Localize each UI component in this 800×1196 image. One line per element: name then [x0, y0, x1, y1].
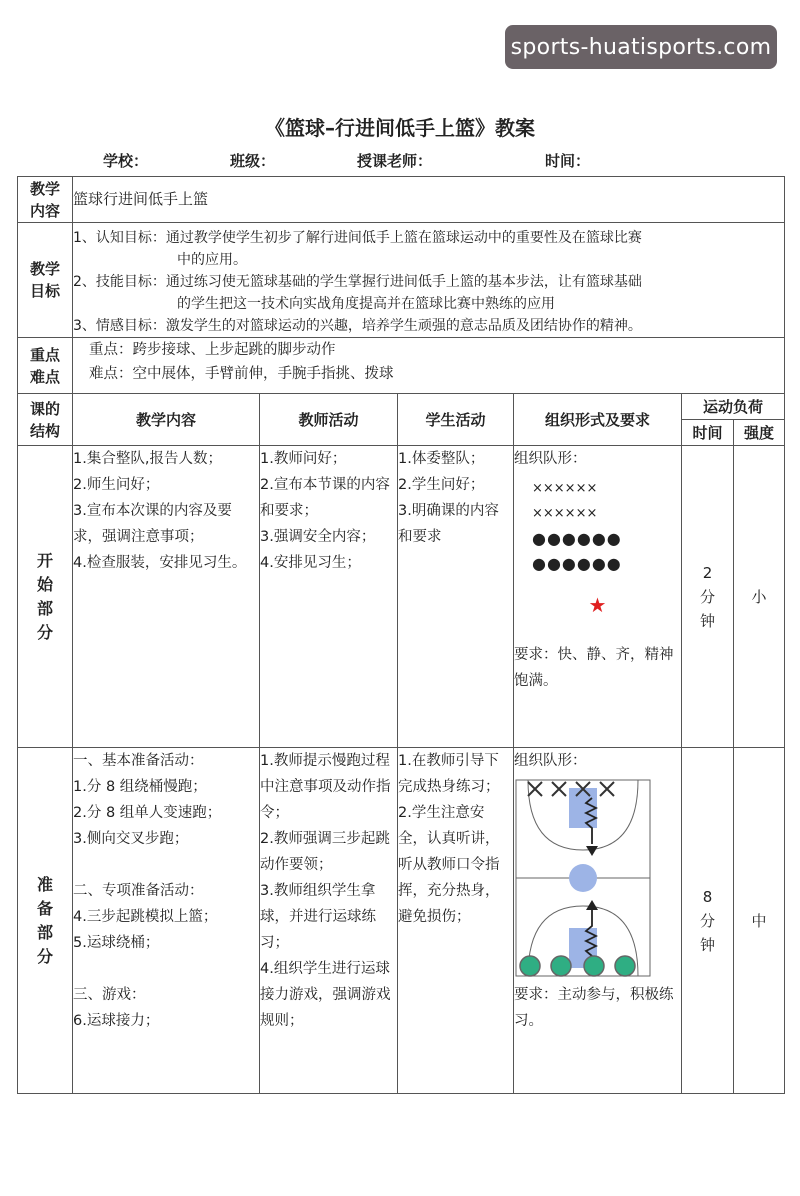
difficulty: 难点：空中展体，手臂前伸，手腕手指挑、拨球 — [89, 366, 394, 382]
section-organization — [514, 446, 682, 748]
center-circle — [569, 864, 597, 892]
section-student: 1.体委整队； 2.学生问好； 3.明确课的内容和要求 — [398, 446, 514, 748]
formation — [514, 476, 681, 576]
organization-header: 组织形式及要求 — [514, 394, 682, 446]
lesson-plan-table — [17, 176, 785, 1094]
goal-2-line2: 的学生把这一技术向实战角度提高并在篮球比赛中熟练的应用 — [177, 296, 555, 312]
goal-list — [73, 223, 785, 338]
court-diagram — [514, 778, 654, 978]
lane-top — [569, 788, 597, 828]
intensity-header: 强度 — [734, 420, 785, 446]
formation-row: ×××××× — [532, 481, 598, 496]
watermark: sports-huatisports.com — [505, 25, 777, 69]
section-prepare — [18, 748, 785, 1094]
section-student: 1.在教师引导下完成热身练习； 2.学生注意安全，认真听讲，听从教师口令指挥，充分热身，避免损伤； — [398, 748, 514, 1094]
section-time: 2 分 钟 — [682, 446, 734, 748]
goal-1-line2: 中的应用。 — [177, 252, 247, 268]
time-field: 时间： — [545, 152, 591, 170]
section-label: 开 始 部 分 — [18, 446, 73, 748]
goal-3-line1: 3、情感目标：激发学生的对篮球运动的兴趣，培养学生顽强的意志品质及团结协作的精神。 — [73, 318, 642, 334]
key-point: 重点：跨步接球、上步起跳的脚步动作 — [89, 342, 336, 358]
page-title: 《篮球–行进间低手上篮》教案 — [265, 116, 535, 140]
school-field: 学校： — [103, 152, 149, 170]
time-header: 时间 — [682, 420, 734, 446]
section-content: 一、基本准备活动： 1.分 8 组绕桶慢跑； 2.分 8 组单人变速跑； 3.侧向交叉步跑； 二、专项准备活动： 4.三步起跳模拟上篮； 5.运球绕桶； 三、游戏： 6.运球接力； — [73, 748, 260, 1094]
section-teacher: 1.教师提示慢跑过程中注意事项及动作指令； 2.教师强调三步起跳动作要领； 3.教师组织学生拿球，并进行运球练习； 4.组织学生进行运球接力游戏，强调游戏规则； — [260, 748, 398, 1094]
section-content: 1.集合整队,报告人数； 2.师生问好； 3.宣布本次课的内容及要求，强调注意事项； 4.检查服装，安排见习生。 — [73, 446, 260, 748]
header-row-1 — [18, 394, 785, 420]
class-field: 班级： — [230, 152, 276, 170]
section-intensity: 中 — [734, 748, 785, 1094]
section-intensity: 小 — [734, 446, 785, 748]
row-goals — [18, 223, 785, 338]
content-header: 教学内容 — [73, 394, 260, 446]
formation-row: ×××××× — [532, 506, 598, 521]
key-label: 重点 难点 — [18, 338, 73, 394]
row-content — [18, 177, 785, 223]
org-title: 组织队形： — [514, 753, 587, 769]
teacher-field: 授课老师： — [357, 152, 433, 170]
requirement: 要求：主动参与，积极练习。 — [514, 987, 674, 1029]
row-key-points — [18, 338, 785, 394]
org-title: 组织队形： — [514, 451, 587, 467]
goal-1-line1: 1、认知目标：通过教学使学生初步了解行进间低手上篮在篮球运动中的重要性及在篮球比赛 — [73, 230, 642, 246]
section-time: 8 分 钟 — [682, 748, 734, 1094]
goal-2-line1: 2、技能目标：通过练习使无篮球基础的学生掌握行进间低手上篮的基本步法，让有篮球基础 — [73, 274, 642, 290]
structure-header: 课的 结构 — [18, 394, 73, 446]
section-start — [18, 446, 785, 748]
key-points — [73, 338, 785, 394]
section-teacher: 1.教师问好； 2.宣布本节课的内容和要求； 3.强调安全内容； 4.安排见习生； — [260, 446, 398, 748]
section-label: 准 备 部 分 — [18, 748, 73, 1094]
teacher-header: 教师活动 — [260, 394, 398, 446]
goal-label: 教学 目标 — [18, 223, 73, 338]
content-text: 篮球行进间低手上篮 — [73, 177, 785, 223]
section-organization — [514, 748, 682, 1094]
arrowhead-up — [586, 900, 598, 910]
content-label: 教学 内容 — [18, 177, 73, 223]
requirement: 要求：快、静、齐，精神饱满。 — [514, 647, 674, 689]
formation-row: ●●●●●● — [532, 529, 622, 548]
teacher-star-icon: ★ — [588, 593, 607, 617]
student-header: 学生活动 — [398, 394, 514, 446]
arrowhead-down — [586, 846, 598, 856]
load-header: 运动负荷 — [682, 394, 785, 420]
formation-row: ●●●●●● — [532, 554, 622, 573]
